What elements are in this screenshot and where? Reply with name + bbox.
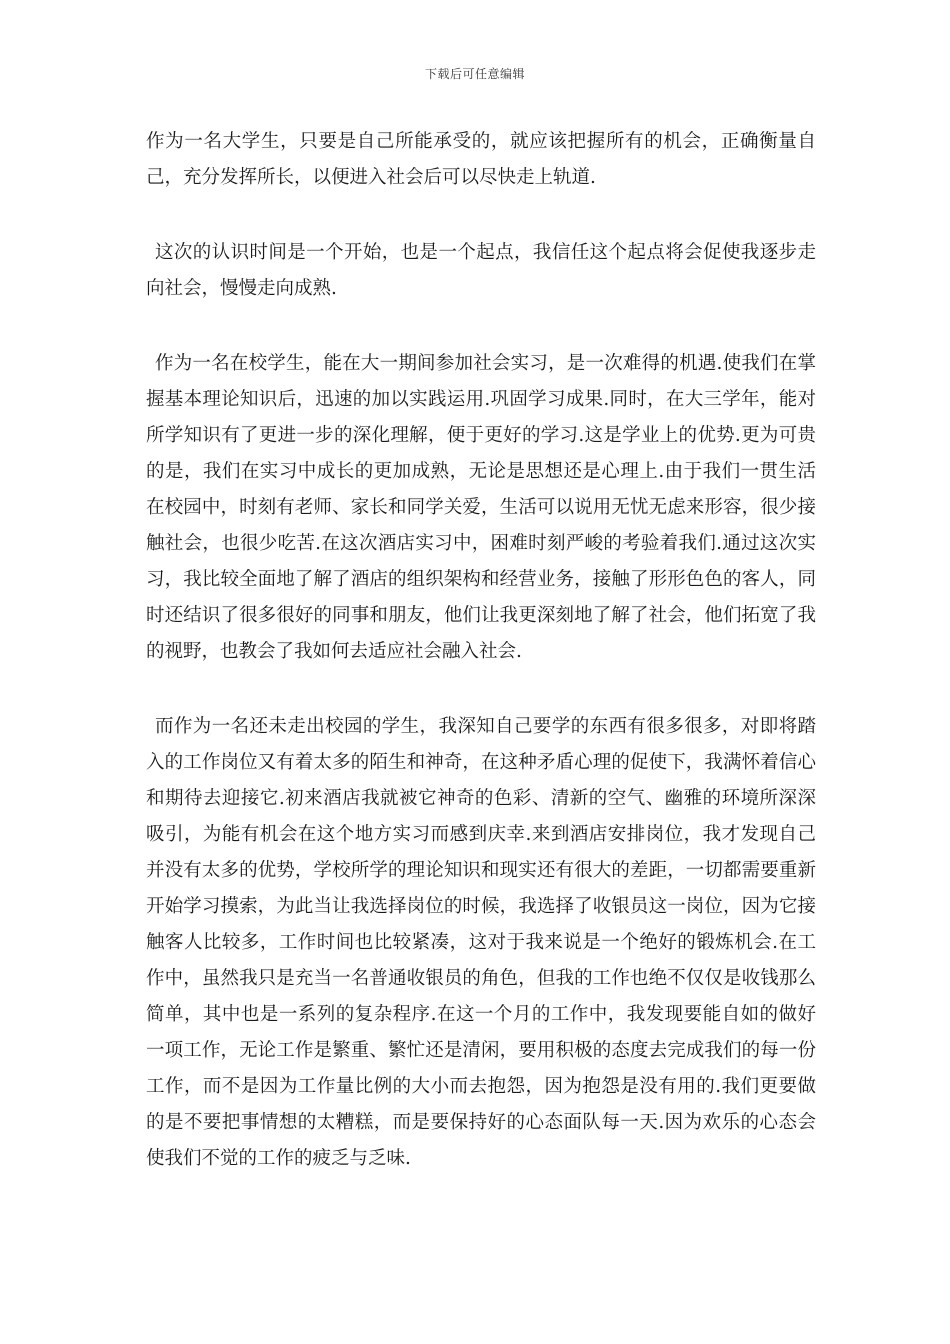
paragraph-3: 作为一名在校学生，能在大一期间参加社会实习，是一次难得的机遇.使我们在掌握基本理论知识后，迅速的加以实践运用.巩固学习成果.同时，在大三学年，能对所学知识有了更进一步的深化理解，便于更好的学习.这是学业上的优势.更为可贵的是，我们在实习中成长的更加成熟，无论是思想还是心理上.由于我们一贯生活在校园中，时刻有老师、家长和同学关爱，生活可以说用无忧无虑来形容，很少接触社会，也很少吃苦.在这次酒店实习中，困难时刻严峻的考验着我们.通过这次实习，我比较全面地了解了酒店的组织架构和经营业务，接触了形形色色的客人，同时还结识了很多很好的同事和朋友，他们让我更深刻地了解了社会，他们拓宽了我的视野，也教会了我如何去适应社会融入社会. — [146, 353, 816, 662]
paragraph-2: 这次的认识时间是一个开始，也是一个起点，我信任这个起点将会促使我逐步走向社会，慢慢走向成熟. — [146, 242, 816, 299]
paragraph-1: 作为一名大学生，只要是自己所能承受的，就应该把握所有的机会，正确衡量自己，充分发挥所长，以便进入社会后可以尽快走上轨道. — [146, 131, 816, 188]
page-header: 下载后可任意编辑 — [424, 67, 525, 81]
document-body — [146, 124, 816, 1216]
paragraph-4: 而作为一名还未走出校园的学生，我深知自己要学的东西有很多很多，对即将踏入的工作岗位又有着太多的陌生和神奇，在这种矛盾心理的促使下，我满怀着信心和期待去迎接它.初来酒店我就被它神奇的色彩、清新的空气、幽雅的环境所深深吸引，为能有机会在这个地方实习而感到庆幸.来到酒店安排岗位，我才发现自己并没有太多的优势，学校所学的理论知识和现实还有很大的差距，一切都需要重新开始学习摸索，为此当让我选择岗位的时候，我选择了收银员这一岗位，因为它接触客人比较多，工作时间也比较紧凑，这对于我来说是一个绝好的锻炼机会.在工作中，虽然我只是充当一名普通收银员的角色，但我的工作也绝不仅仅是收钱那么简单，其中也是一系列的复杂程序.在这一个月的工作中，我发现要能自如的做好一项工作，无论工作是繁重、繁忙还是清闲，要用积极的态度去完成我们的每一份工作，而不是因为工作量比例的大小而去抱怨，因为抱怨是没有用的.我们更要做的是不要把事情想的太糟糕，而是要保持好的心态面队每一天.因为欢乐的心态会使我们不觉的工作的疲乏与乏味. — [146, 716, 816, 1169]
